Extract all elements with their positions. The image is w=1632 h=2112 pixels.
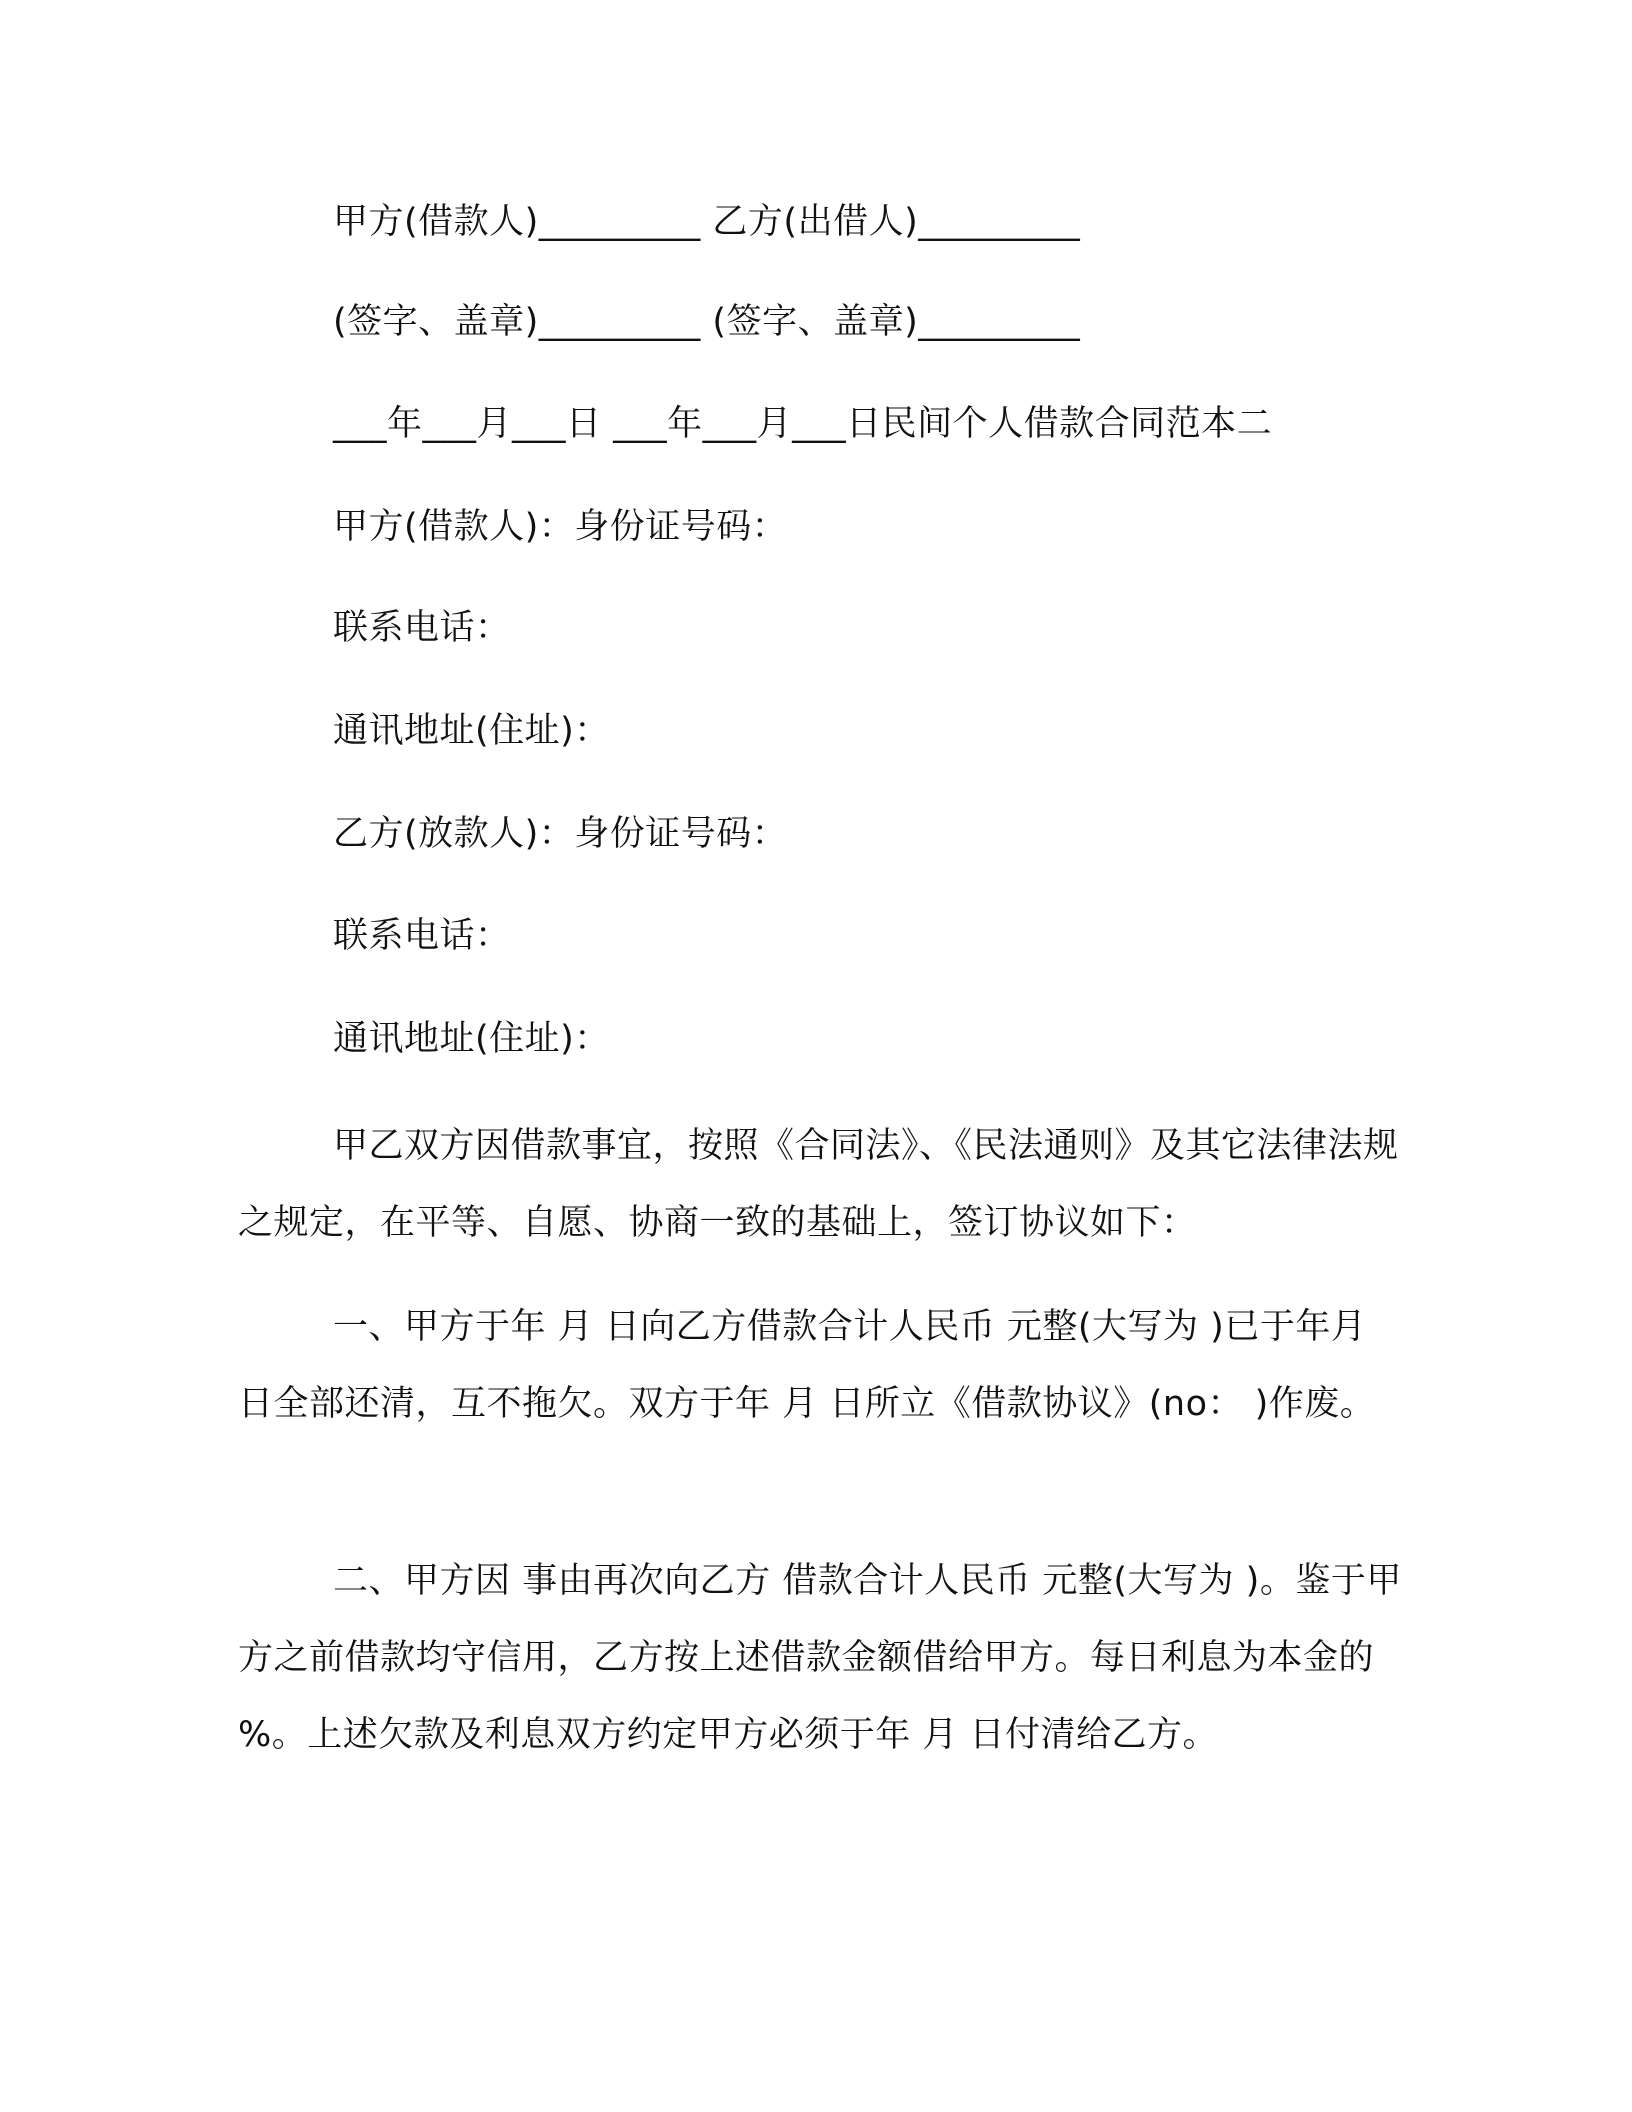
- party-a-phone: 联系电话：: [333, 608, 511, 648]
- date-line-and-title: ___年___月___日 ___年___月___日民间个人借款合同范本二: [333, 404, 1273, 444]
- party-a-address: 通讯地址(住址)：: [333, 711, 610, 751]
- paragraph-clause-1: 一、甲方于年 月 日向乙方借款合计人民币 元整(大写为 )已于年月 日全部还清，互不拖欠。双方于年 月 日所立《借款协议》(no： )作废。: [238, 1307, 1376, 1424]
- party-b-name-id: 乙方(放款人)：身份证号码：: [333, 814, 788, 854]
- party-b-phone: 联系电话：: [333, 916, 511, 956]
- party-a-name-id: 甲方(借款人)：身份证号码：: [333, 507, 788, 547]
- signature-line-parties: 甲方(借款人)_________ 乙方(出借人)_________: [333, 202, 1081, 242]
- paragraph-clause-2: 二、甲方因 事由再次向乙方 借款合计人民币 元整(大写为 )。鉴于甲方之前借款均守信用，乙方按上述借款金额借给甲方。每日利息为本金的 %。上述欠款及利息双方约定甲方必须于年 月 日付清给乙方。: [238, 1561, 1402, 1755]
- signature-line-seal: (签字、盖章)_________ (签字、盖章)_________: [333, 302, 1081, 342]
- paragraph-preamble: 甲乙双方因借款事宜，按照《合同法》、《民法通则》及其它法律法规之规定，在平等、自愿、协商一致的基础上，签订协议如下：: [238, 1126, 1399, 1243]
- party-b-address: 通讯地址(住址)：: [333, 1019, 610, 1059]
